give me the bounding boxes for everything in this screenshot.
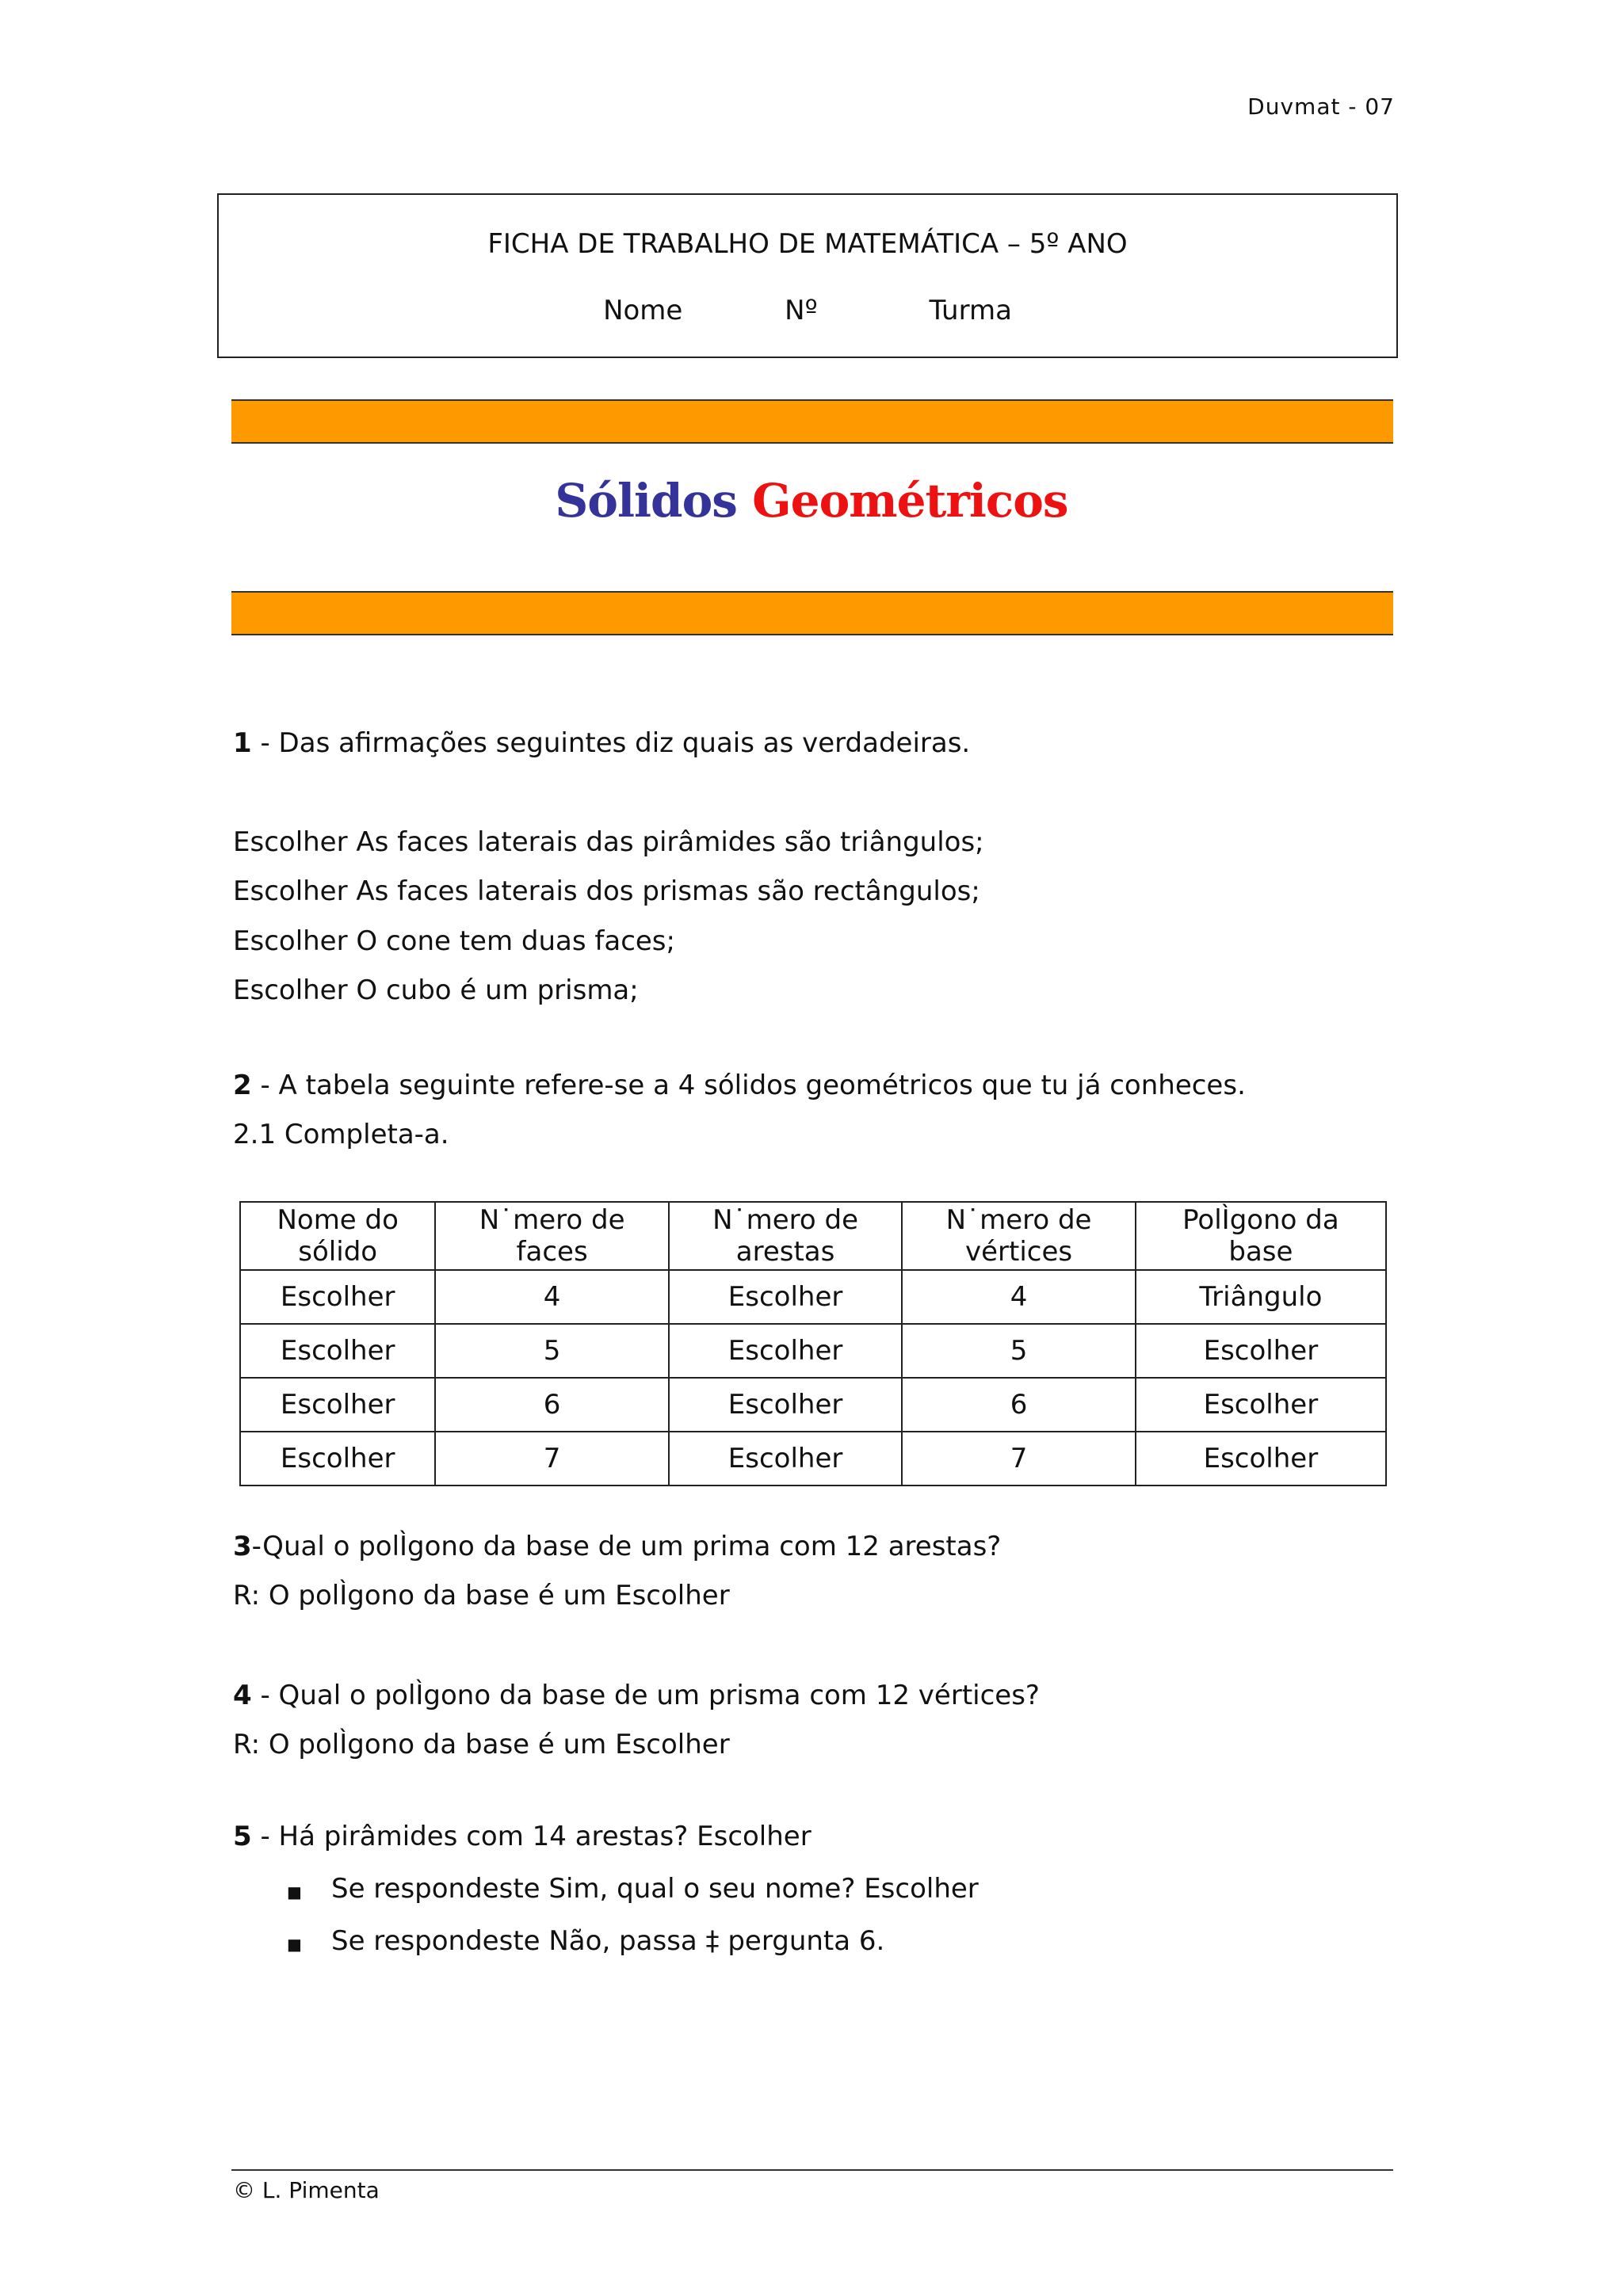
edges-dropdown[interactable]: Escolher — [669, 1378, 902, 1432]
header-vertices — [902, 1202, 1135, 1270]
question-5-text[interactable]: - Há pirâmides com 14 arestas? Escolher — [251, 1821, 812, 1852]
vertices-cell: 7 — [902, 1432, 1135, 1486]
header-line: N˙mero de — [479, 1204, 625, 1236]
footer-divider — [231, 2169, 1393, 2171]
edges-dropdown[interactable]: Escolher — [669, 1270, 902, 1324]
solid-name-dropdown[interactable]: Escolher — [240, 1270, 435, 1324]
header-line: arestas — [735, 1236, 835, 1268]
table-row — [240, 1432, 1386, 1486]
q1-statement-1[interactable]: Escolher As faces laterais das pirâmides são triângulos; — [233, 826, 984, 858]
edges-dropdown[interactable]: Escolher — [669, 1324, 902, 1378]
document-id: Duvmat - 07 — [1247, 93, 1395, 120]
header-line: base — [1228, 1236, 1293, 1268]
question-4-answer[interactable]: R: O polÌgono da base é um Escolher — [233, 1729, 730, 1760]
header-line: faces — [516, 1236, 588, 1268]
question-2-1: 2.1 Completa-a. — [233, 1119, 449, 1150]
bullet-square-icon: ■ — [287, 1935, 302, 1954]
header-base-polygon — [1136, 1202, 1386, 1270]
worksheet-header-box — [217, 193, 1398, 358]
orange-band-bottom — [231, 591, 1393, 635]
table-row — [240, 1378, 1386, 1432]
header-edges — [669, 1202, 902, 1270]
solid-name-dropdown[interactable]: Escolher — [240, 1432, 435, 1486]
title-part-geometricos: Geométricos — [752, 474, 1068, 528]
question-1 — [233, 727, 970, 759]
question-3-text: -Qual o polÌgono da base de um prima com 12 arestas? — [251, 1531, 1002, 1562]
question-5 — [233, 1821, 812, 1852]
faces-cell: 7 — [435, 1432, 668, 1486]
question-3-number: 3 — [233, 1531, 252, 1562]
base-polygon-dropdown[interactable]: Escolher — [1136, 1324, 1386, 1378]
question-3 — [233, 1531, 1001, 1562]
header-solid-name — [240, 1202, 435, 1270]
table-header-row — [240, 1202, 1386, 1270]
class-field-label: Turma — [929, 295, 1012, 326]
header-faces — [435, 1202, 668, 1270]
question-4 — [233, 1680, 1040, 1711]
table-row — [240, 1324, 1386, 1378]
q1-statement-3[interactable]: Escolher O cone tem duas faces; — [233, 925, 675, 957]
name-field-label: Nome — [603, 295, 683, 326]
faces-cell: 5 — [435, 1324, 668, 1378]
question-1-text: - Das afirmações seguintes diz quais as verdadeiras. — [251, 727, 971, 759]
question-4-number: 4 — [233, 1680, 252, 1711]
question-2-number: 2 — [233, 1070, 252, 1101]
question-2 — [233, 1070, 1246, 1101]
faces-cell: 4 — [435, 1270, 668, 1324]
question-3-answer[interactable]: R: O polÌgono da base é um Escolher — [233, 1580, 730, 1611]
question-5-bullet-2: Se respondeste Não, passa ‡ pergunta 6. — [331, 1925, 885, 1957]
table-row — [240, 1270, 1386, 1324]
base-polygon-cell: Triângulo — [1136, 1270, 1386, 1324]
header-line: vértices — [964, 1236, 1073, 1268]
base-polygon-dropdown[interactable]: Escolher — [1136, 1432, 1386, 1486]
header-line: sólido — [298, 1236, 378, 1268]
header-line: N˙mero de — [945, 1204, 1092, 1236]
header-line: PolÌgono da — [1182, 1204, 1339, 1236]
question-5-bullet-1[interactable]: Se respondeste Sim, qual o seu nome? Escolher — [331, 1873, 979, 1905]
solids-table — [239, 1201, 1387, 1486]
bullet-square-icon: ■ — [287, 1882, 302, 1901]
vertices-cell: 5 — [902, 1324, 1135, 1378]
question-2-text: - A tabela seguinte refere-se a 4 sólidos geométricos que tu já conheces. — [251, 1070, 1246, 1101]
question-1-number: 1 — [233, 727, 252, 759]
faces-cell: 6 — [435, 1378, 668, 1432]
page-title — [0, 474, 1623, 528]
worksheet-title: FICHA DE TRABALHO DE MATEMÁTICA – 5º ANO — [487, 228, 1128, 260]
title-part-solidos: Sólidos — [555, 474, 737, 528]
header-line: N˙mero de — [712, 1204, 858, 1236]
question-5-number: 5 — [233, 1821, 252, 1852]
base-polygon-dropdown[interactable]: Escolher — [1136, 1378, 1386, 1432]
number-field-label: Nº — [785, 295, 818, 326]
vertices-cell: 4 — [902, 1270, 1135, 1324]
solid-name-dropdown[interactable]: Escolher — [240, 1378, 435, 1432]
footer-copyright: © L. Pimenta — [233, 2177, 380, 2203]
student-fields — [219, 295, 1396, 326]
header-line: Nome do — [277, 1204, 399, 1236]
solid-name-dropdown[interactable]: Escolher — [240, 1324, 435, 1378]
vertices-cell: 6 — [902, 1378, 1135, 1432]
q1-statement-4[interactable]: Escolher O cubo é um prisma; — [233, 974, 639, 1006]
edges-dropdown[interactable]: Escolher — [669, 1432, 902, 1486]
question-4-text: - Qual o polÌgono da base de um prisma com 12 vértices? — [251, 1680, 1040, 1711]
orange-band-top — [231, 399, 1393, 444]
q1-statement-2[interactable]: Escolher As faces laterais dos prismas são rectângulos; — [233, 875, 980, 907]
